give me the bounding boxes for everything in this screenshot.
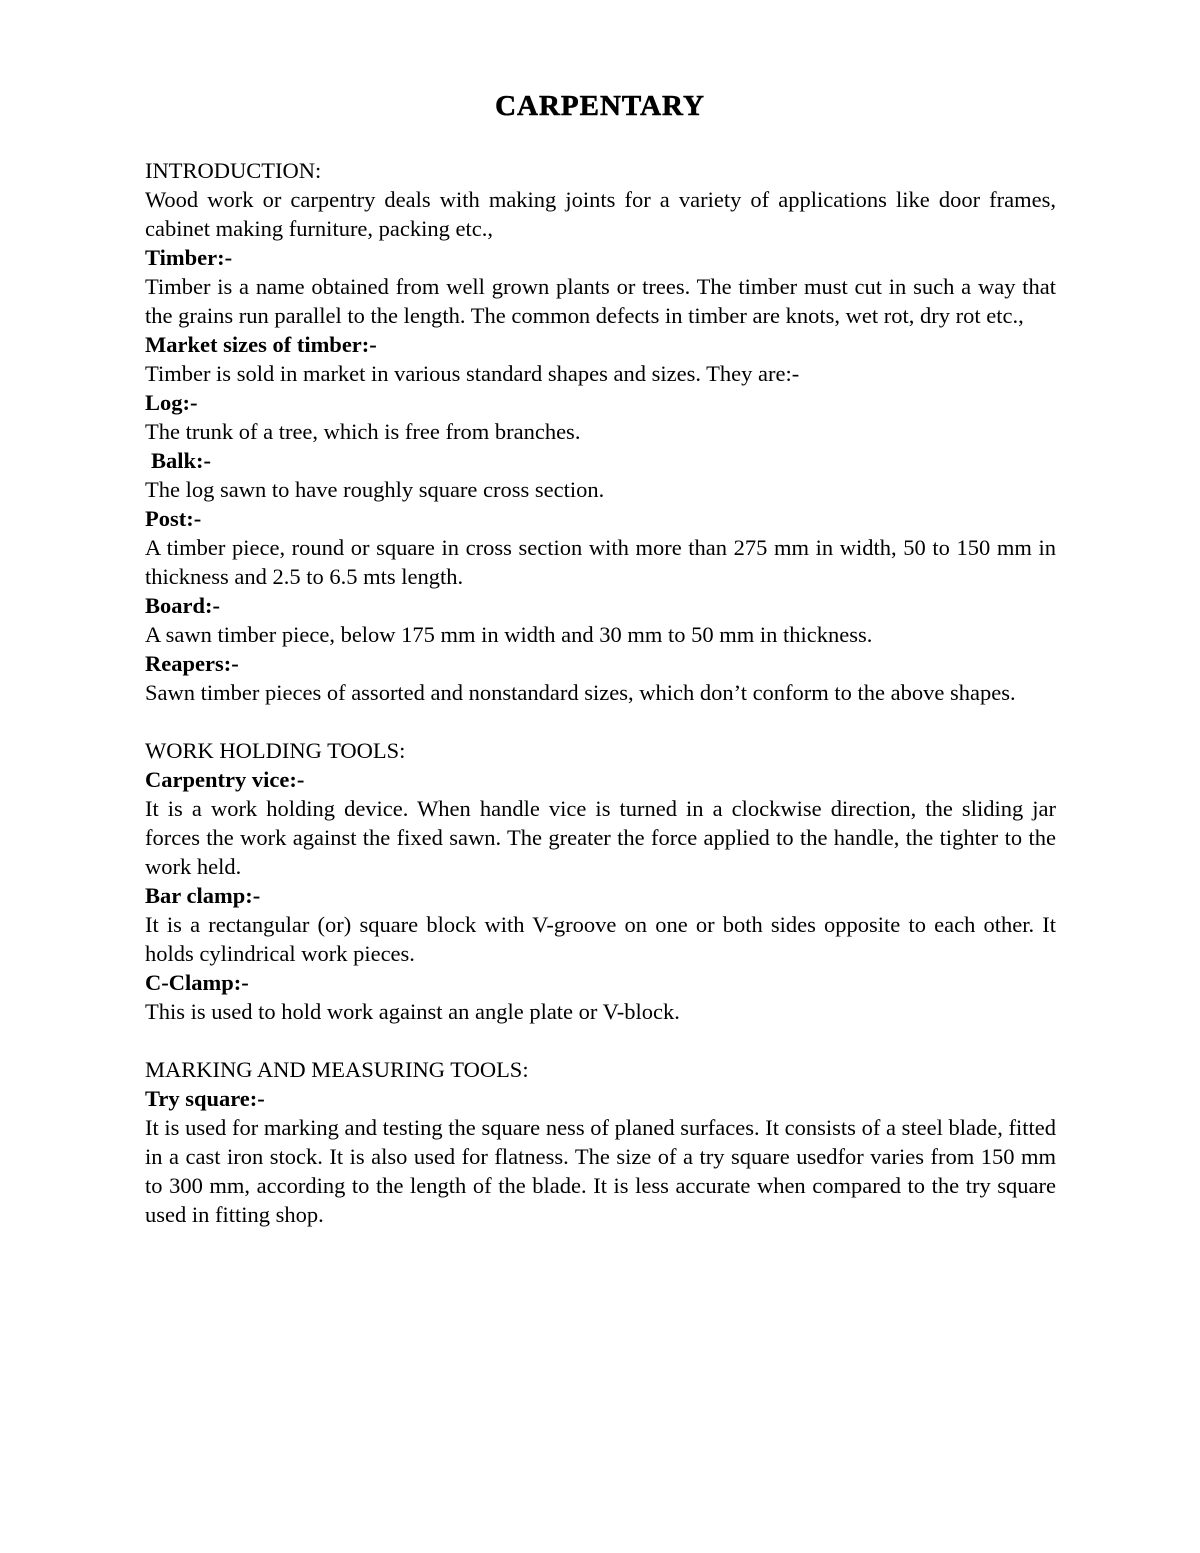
paragraph-post: A timber piece, round or square in cross section with more than 275 mm in width, 50 to 150 mm in thickness and 2.5 to 6.5 mts length. <box>145 535 1056 589</box>
paragraph-market-sizes: Timber is sold in market in various standard shapes and sizes. They are:- <box>145 361 800 386</box>
paragraph-balk: The log sawn to have roughly square cross section. <box>145 477 605 502</box>
subheading-balk: Balk:- <box>151 448 212 473</box>
paragraph-try-square: It is used for marking and testing the square ness of planed surfaces. It consists of a steel blade, fitted in a cast iron stock. It is also used for flatness. The size of a try square usedfor varies from 150 mm to 300 mm, according to the length of the blade. It is less accurate when compared to the try square used in fitting shop. <box>145 1115 1056 1227</box>
paragraph-c-clamp: This is used to hold work against an angle plate or V-block. <box>145 999 680 1024</box>
subheading-carpentry-vice: Carpentry vice:- <box>145 767 305 792</box>
section-heading-work-holding: WORK HOLDING TOOLS: <box>145 738 406 763</box>
paragraph-bar-clamp: It is a rectangular (or) square block with V-groove on one or both sides opposite to each other. It holds cylindrical work pieces. <box>145 912 1056 966</box>
section-heading-marking-measuring: MARKING AND MEASURING TOOLS: <box>145 1057 529 1082</box>
spacer <box>145 707 1056 736</box>
subheading-post: Post:- <box>145 506 202 531</box>
subheading-board: Board:- <box>145 593 220 618</box>
paragraph-reapers: Sawn timber pieces of assorted and nonstandard sizes, which don’t conform to the above shapes. <box>145 680 1016 705</box>
subheading-log: Log:- <box>145 390 198 415</box>
subheading-market-sizes: Market sizes of timber:- <box>145 332 377 357</box>
subheading-try-square: Try square:- <box>145 1086 265 1111</box>
paragraph-board: A sawn timber piece, below 175 mm in width and 30 mm to 50 mm in thickness. <box>145 622 873 647</box>
document-body <box>145 156 1056 1229</box>
spacer <box>145 1026 1056 1055</box>
subheading-reapers: Reapers:- <box>145 651 239 676</box>
paragraph-timber: Timber is a name obtained from well grown plants or trees. The timber must cut in such a way that the grains run parallel to the length. The common defects in timber are knots, wet rot, dry rot etc., <box>145 274 1056 328</box>
subheading-bar-clamp: Bar clamp:- <box>145 883 261 908</box>
subheading-c-clamp: C-Clamp:- <box>145 970 249 995</box>
paragraph-introduction: Wood work or carpentry deals with making joints for a variety of applications like door frames, cabinet making furniture, packing etc., <box>145 187 1056 241</box>
subheading-timber: Timber:- <box>145 245 233 270</box>
paragraph-carpentry-vice: It is a work holding device. When handle vice is turned in a clockwise direction, the sliding jar forces the work against the fixed sawn. The greater the force applied to the handle, the tighter to the work held. <box>145 796 1056 879</box>
page-title: CARPENTARY <box>495 90 705 122</box>
section-heading-introduction: INTRODUCTION: <box>145 158 322 183</box>
paragraph-log: The trunk of a tree, which is free from branches. <box>145 419 581 444</box>
